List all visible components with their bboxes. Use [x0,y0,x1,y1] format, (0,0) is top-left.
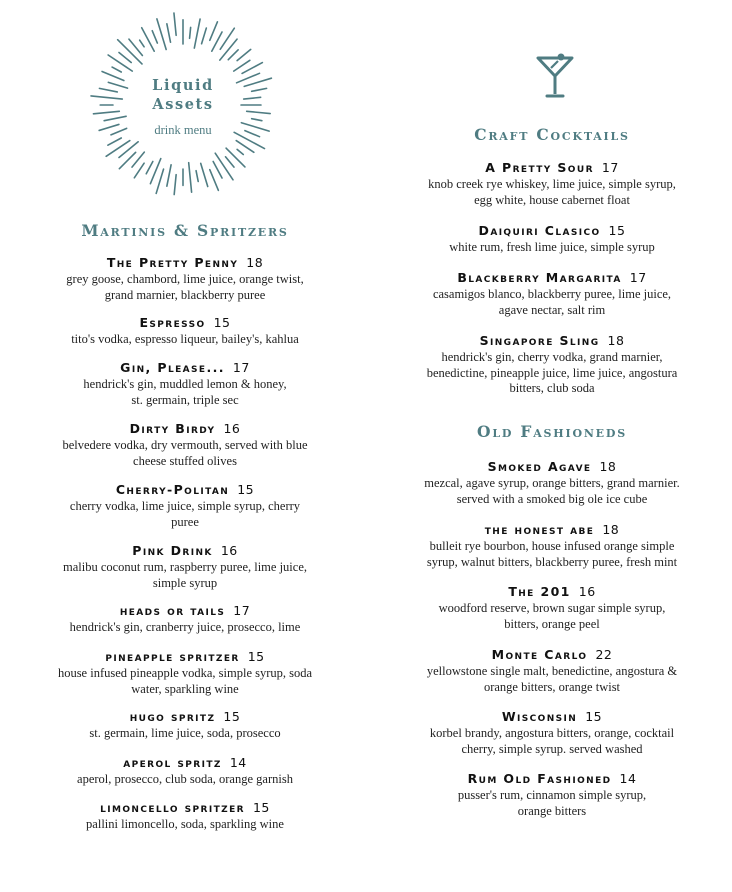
item-name: Singapore Sling [479,333,600,348]
item-description-line: simple syrup [152,575,218,590]
item-description-line: benedictine, pineapple juice, lime juice, angostura [426,365,678,380]
item-heading [30,421,340,437]
item-description-line: cherry, simple syrup. served washed [461,741,643,756]
item-price: 15 [213,315,231,330]
item-description [402,601,702,632]
item-description [30,377,340,408]
menu-item [402,270,702,318]
item-name: Daiquiri Clasico [478,223,601,238]
item-description-line: bitters, club soda [509,381,595,395]
item-description-line: belvedere vodka, dry vermouth, served with blue [62,438,308,452]
item-name: aperol spritz [123,755,222,770]
section-title-craft: Craft Cocktails [474,125,630,144]
item-description [402,476,702,507]
item-price: 15 [585,709,603,724]
menu-item [402,459,702,507]
item-description-line: orange bitters, orange twist [483,679,621,694]
item-heading [402,160,702,176]
item-name: the honest abe [484,522,595,537]
item-heading [30,543,340,559]
menu-item [402,333,702,397]
menu-item [30,649,340,697]
item-heading [30,603,340,619]
item-description-line: pallini limoncello, soda, sparkling wine [86,817,284,831]
item-description-line: bitters, orange peel [504,616,600,631]
item-description [402,664,702,695]
item-description-line: house infused pineapple vodka, simple syrup, soda [57,666,313,680]
item-description-line: st. germain, triple sec [131,392,239,407]
menu-item [30,315,340,348]
item-price: 15 [223,709,241,724]
martini-glass-icon [536,52,574,104]
logo-line-2: Assets [152,96,214,113]
item-price: 16 [578,584,596,599]
item-price: 18 [602,522,620,537]
item-price: 16 [223,421,241,436]
item-description-line: hendrick's gin, muddled lemon & honey, [83,377,287,391]
menu-item [402,709,702,757]
item-description [30,499,340,530]
item-description [30,272,340,303]
section-title-oldfashioned: Old Fashioneds [477,422,627,441]
item-name: Smoked Agave [487,459,592,474]
item-name: Espresso [139,315,206,330]
item-description-line: korbel brandy, angostura bitters, orange, cocktail [429,726,675,740]
item-description [30,560,340,591]
item-price: 18 [599,459,617,474]
item-description-line: egg white, house cabernet float [474,192,630,207]
item-price: 18 [246,255,264,270]
item-name: Monte Carlo [491,647,588,662]
menu-item [402,160,702,208]
item-price: 15 [247,649,265,664]
item-price: 17 [629,270,647,285]
menu-item [402,584,702,632]
item-price: 17 [601,160,619,175]
item-heading [402,522,702,538]
item-heading [30,315,340,331]
item-heading [30,709,340,725]
item-heading [402,709,702,725]
section-title-martinis: Martinis & Spritzers [81,221,289,240]
menu-item [30,421,340,469]
item-heading [402,771,702,787]
item-heading [30,649,340,665]
item-heading [30,360,340,376]
item-description [402,287,702,318]
item-description [30,817,340,833]
item-description [402,177,702,208]
menu-item [402,771,702,819]
item-name: Dirty Birdy [129,421,216,436]
item-name: Rum Old Fashioned [467,771,612,786]
item-description-line: mezcal, agave syrup, orange bitters, grand marnier. [424,476,680,490]
item-price: 15 [237,482,255,497]
item-name: A Pretty Sour [485,160,594,175]
item-description-line: malibu coconut rum, raspberry puree, lime juice, [62,560,307,574]
item-name: pineapple spritzer [105,649,240,664]
item-description-line: puree [171,514,199,529]
item-heading [30,800,340,816]
menu-item [30,755,340,788]
item-description-line: grey goose, chambord, lime juice, orange twist, [66,272,304,286]
item-description [30,620,340,636]
item-price: 22 [595,647,613,662]
item-price: 15 [608,223,626,238]
item-description-line: syrup, walnut bitters, blackberry puree, fresh mint [426,554,678,569]
item-description-line: bulleit rye bourbon, house infused orange simple [429,539,675,553]
item-description [30,772,340,788]
menu-item [402,223,702,256]
item-description-line: grand marnier, blackberry puree [104,287,266,302]
item-heading [402,584,702,600]
item-name: heads or tails [119,603,226,618]
item-description-line: orange bitters [517,803,587,818]
menu-item [402,647,702,695]
menu-item [402,522,702,570]
item-name: The 201 [508,584,571,599]
item-heading [30,482,340,498]
item-heading [30,255,340,271]
item-description [402,240,702,256]
menu-item [30,360,340,408]
item-description [402,350,702,397]
logo [88,10,278,200]
item-description-line: tito's vodka, espresso liqueur, bailey's, kahlua [71,332,299,346]
item-price: 17 [233,603,251,618]
item-description-line: woodford reserve, brown sugar simple syrup, [438,601,666,615]
menu-item [30,603,340,636]
item-description-line: served with a smoked big ole ice cube [456,491,648,506]
item-name: Gin, Please... [120,360,225,375]
menu-item [30,482,340,530]
item-description-line: hendrick's gin, cherry vodka, grand marnier, [441,350,663,364]
item-heading [402,333,702,349]
item-price: 14 [619,771,637,786]
item-name: limoncello spritzer [100,800,245,815]
item-price: 15 [252,800,270,815]
item-price: 16 [220,543,238,558]
item-description-line: pusser's rum, cinnamon simple syrup, [457,788,647,802]
item-name: The Pretty Penny [106,255,239,270]
item-description [30,332,340,348]
item-description [30,666,340,697]
item-description-line: cherry vodka, lime juice, simple syrup, cherry [69,499,301,513]
menu-item [30,800,340,833]
item-heading [30,755,340,771]
item-description-line: st. germain, lime juice, soda, prosecco [89,726,281,740]
item-name: Pink Drink [132,543,213,558]
item-heading [402,223,702,239]
item-price: 18 [607,333,625,348]
item-description-line: agave nectar, salt rim [498,302,606,317]
item-description [402,726,702,757]
item-description-line: cheese stuffed olives [133,453,237,468]
logo-line-1: Liquid [152,77,214,94]
item-description-line: yellowstone single malt, benedictine, angostura & [426,664,678,678]
item-description [402,788,702,819]
item-name: hugo spritz [129,709,216,724]
item-name: Cherry-Politan [115,482,230,497]
item-price: 17 [232,360,250,375]
menu-item [30,543,340,591]
item-description-line: white rum, fresh lime juice, simple syrup [449,240,655,254]
item-heading [402,647,702,663]
item-name: Wisconsin [501,709,578,724]
item-description-line: hendrick's gin, cranberry juice, prosecco, lime [69,620,301,634]
item-description-line: water, sparkling wine [131,681,239,696]
item-heading [402,459,702,475]
item-description [402,539,702,570]
logo-subtitle: drink menu [154,123,212,137]
item-description [30,438,340,469]
item-price: 14 [229,755,247,770]
menu-item [30,255,340,303]
item-description-line: knob creek rye whiskey, lime juice, simple syrup, [428,177,676,191]
item-description [30,726,340,742]
item-description-line: aperol, prosecco, club soda, orange garnish [77,772,293,786]
item-heading [402,270,702,286]
menu-item [30,709,340,742]
item-description-line: casamigos blanco, blackberry puree, lime juice, [432,287,672,301]
item-name: Blackberry Margarita [457,270,622,285]
logo-title [88,76,278,114]
